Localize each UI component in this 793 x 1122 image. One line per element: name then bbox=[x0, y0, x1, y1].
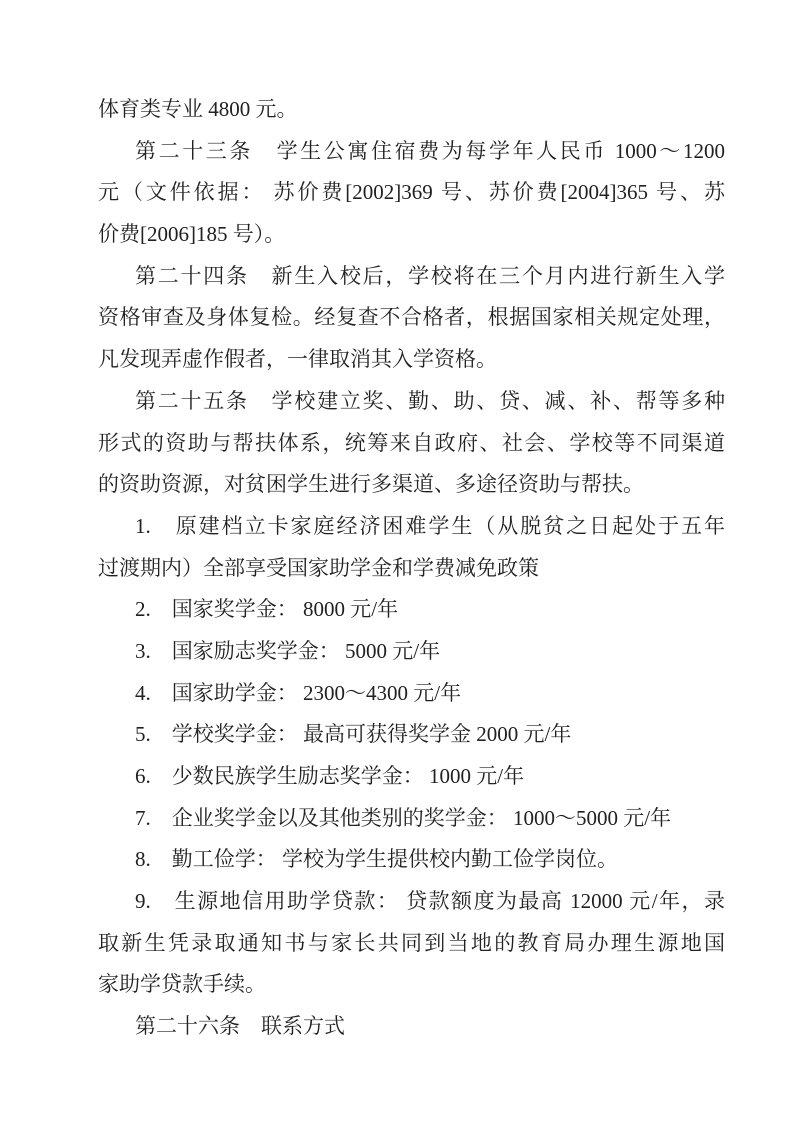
text-line: 取新生凭录取通知书与家长共同到当地的教育局办理生源地国 bbox=[98, 930, 725, 955]
text-line: 的资助资源，对贫困学生进行多渠道、多途径资助与帮扶。 bbox=[98, 472, 644, 497]
text-line: 9. 生源地信用助学贷款： 贷款额度为最高 12000 元/年，录 bbox=[135, 889, 725, 914]
text-line: 2. 国家奖学金： 8000 元/年 bbox=[135, 597, 399, 622]
text-line: 5. 学校奖学金： 最高可获得奖学金 2000 元/年 bbox=[135, 722, 572, 747]
text-line: 资格审查及身体复检。经复查不合格者，根据国家相关规定处理， bbox=[98, 305, 725, 330]
text-line: 第二十五条 学校建立奖、勤、助、贷、减、补、帮等多种 bbox=[135, 388, 725, 413]
text-line: 1. 原建档立卡家庭经济困难学生（从脱贫之日起处于五年 bbox=[135, 513, 725, 538]
text-line: 第二十三条 学生公寓住宿费为每学年人民币 1000～1200 bbox=[135, 138, 725, 163]
text-line: 体育类专业 4800 元。 bbox=[98, 97, 298, 121]
text-line: 8. 勤工俭学： 学校为学生提供校内勤工俭学岗位。 bbox=[135, 847, 618, 872]
text-line: 家助学贷款手续。 bbox=[98, 972, 266, 997]
text-line: 形式的资助与帮扶体系，统筹来自政府、社会、学校等不同渠道 bbox=[98, 430, 725, 455]
text-line: 凡发现弄虚作假者，一律取消其入学资格。 bbox=[98, 347, 497, 372]
text-line: 第二十六条 联系方式 bbox=[135, 1014, 345, 1039]
text-line: 元（文件依据： 苏价费[2002]369 号、苏价费[2004]365 号、苏 bbox=[98, 180, 725, 205]
text-line: 过渡期内）全部享受国家助学金和学费减免政策 bbox=[98, 555, 539, 580]
text-line: 6. 少数民族学生励志奖学金： 1000 元/年 bbox=[135, 764, 525, 788]
text-line: 3. 国家励志奖学金： 5000 元/年 bbox=[135, 638, 441, 663]
text-line: 价费[2006]185 号）。 bbox=[98, 222, 286, 247]
text-line: 第二十四条 新生入校后，学校将在三个月内进行新生入学 bbox=[135, 263, 725, 288]
text-line: 7. 企业奖学金以及其他类别的奖学金： 1000～5000 元/年 bbox=[135, 805, 672, 830]
document-body bbox=[98, 89, 725, 1048]
text-line: 4. 国家助学金： 2300～4300 元/年 bbox=[135, 680, 462, 705]
